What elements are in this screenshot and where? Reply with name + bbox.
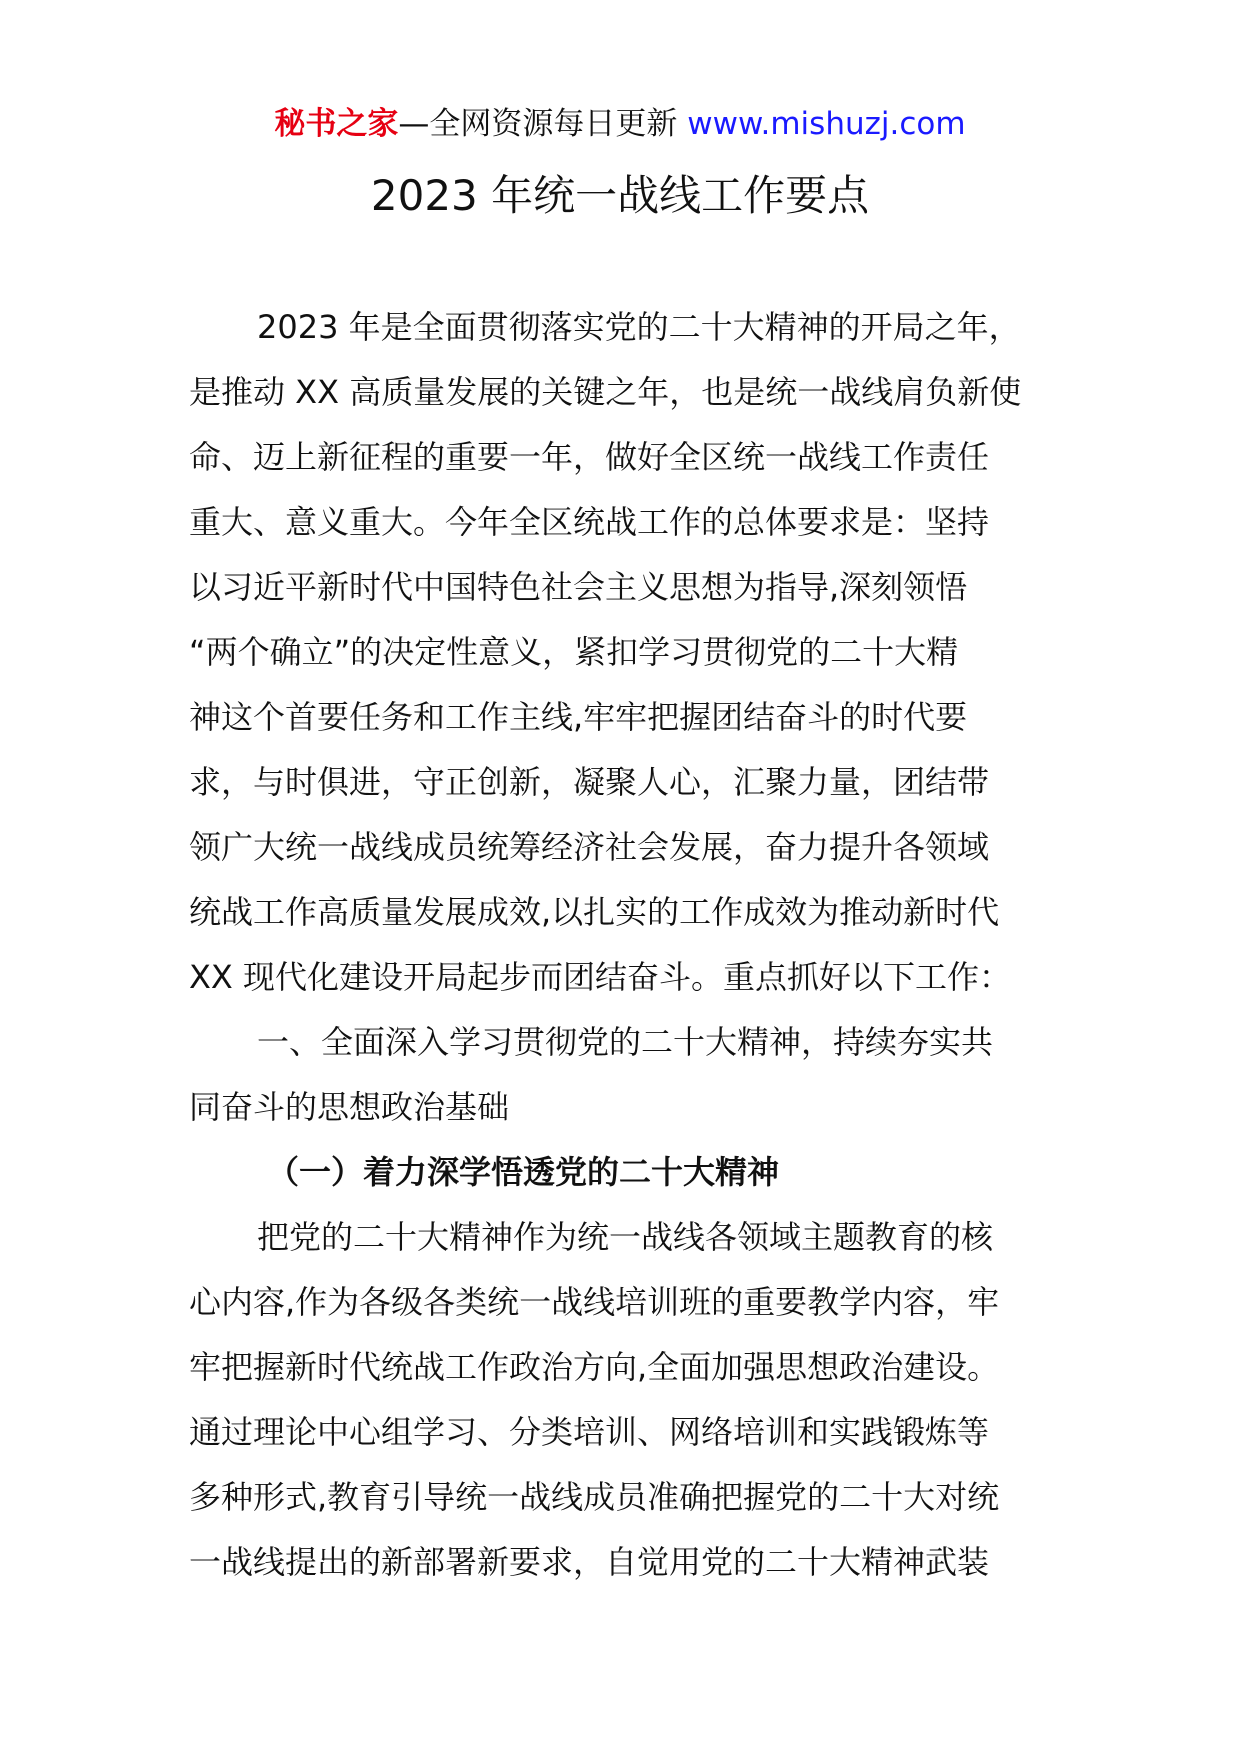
paragraph-line: 命、迈上新征程的重要一年，做好全区统一战线工作责任 <box>189 438 990 476</box>
document-title: 2023 年统一战线工作要点 <box>370 171 870 220</box>
paragraph-line: 重大、意义重大。今年全区统战工作的总体要求是：坚持 <box>189 503 990 541</box>
paragraph-line: 求，与时俱进，守正创新，凝聚人心，汇聚力量，团结带 <box>189 763 990 801</box>
watermark-slogan: —全网资源每日更新 <box>398 106 688 142</box>
document-body <box>189 295 1057 1595</box>
paragraph-line: 通过理论中心组学习、分类培训、网络培训和实践锻炼等 <box>189 1413 990 1451</box>
watermark-brand: 秘书之家 <box>274 106 399 142</box>
paragraph-line: 心内容,作为各级各类统一战线培训班的重要教学内容，牢 <box>189 1283 1000 1321</box>
watermark-header <box>0 104 1240 144</box>
paragraph-line: 统战工作高质量发展成效,以扎实的工作成效为推动新时代 <box>189 893 1000 931</box>
section-heading-line: 同奋斗的思想政治基础 <box>189 1088 510 1126</box>
paragraph-line: 2023 年是全面贯彻落实党的二十大精神的开局之年， <box>257 308 1021 346</box>
paragraph-line: 是推动 XX 高质量发展的关键之年，也是统一战线肩负新使 <box>189 373 1022 411</box>
paragraph-line: XX 现代化建设开局起步而团结奋斗。重点抓好以下工作： <box>189 958 1012 996</box>
paragraph-line: 领广大统一战线成员统筹经济社会发展，奋力提升各领域 <box>189 828 990 866</box>
paragraph-line: 牢把握新时代统战工作政治方向,全面加强思想政治建设。 <box>189 1348 1000 1386</box>
paragraph-line: 多种形式,教育引导统一战线成员准确把握党的二十大对统 <box>189 1478 1000 1516</box>
paragraph-line: “两个确立”的决定性意义，紧扣学习贯彻党的二十大精 <box>189 633 959 671</box>
paragraph-line: 以习近平新时代中国特色社会主义思想为指导,深刻领悟 <box>189 568 968 606</box>
paragraph-line: 神这个首要任务和工作主线,牢牢把握团结奋斗的时代要 <box>189 698 968 736</box>
paragraph-line: 一战线提出的新部署新要求，自觉用党的二十大精神武装 <box>189 1543 990 1581</box>
subsection-heading: （一）着力深学悟透党的二十大精神 <box>267 1153 780 1191</box>
watermark-url[interactable]: www.mishuzj.com <box>687 106 966 142</box>
paragraph-line: 把党的二十大精神作为统一战线各领域主题教育的核 <box>257 1218 994 1256</box>
section-heading-line: 一、全面深入学习贯彻党的二十大精神，持续夯实共 <box>257 1023 994 1061</box>
